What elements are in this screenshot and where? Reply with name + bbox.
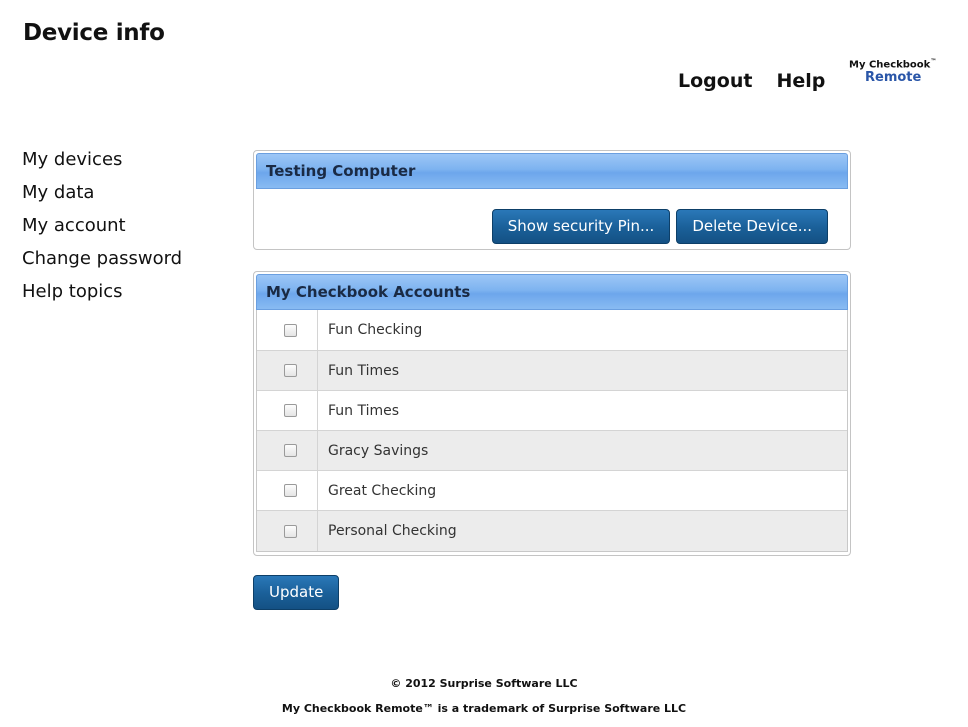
- sidebar-item-my-devices[interactable]: My devices: [22, 149, 123, 170]
- account-row: [257, 511, 847, 551]
- accounts-panel: [253, 271, 851, 556]
- logo-name: My Checkbook: [849, 59, 931, 71]
- update-button[interactable]: Update: [253, 575, 339, 610]
- account-name: Gracy Savings: [328, 442, 429, 459]
- show-security-pin-button[interactable]: Show security Pin...: [492, 209, 671, 244]
- device-actions: [492, 209, 828, 244]
- page-title: Device info: [23, 20, 165, 46]
- help-link[interactable]: Help: [776, 70, 826, 92]
- account-checkbox[interactable]: [284, 525, 297, 538]
- logout-link[interactable]: Logout: [678, 70, 753, 92]
- sidebar-item-change-password[interactable]: Change password: [22, 248, 183, 269]
- account-checkbox-cell: [257, 351, 318, 390]
- account-name: Fun Times: [328, 362, 400, 379]
- footer-trademark: My Checkbook Remote™ is a trademark of Surprise Software LLC: [281, 702, 687, 715]
- logo-tm: ™: [930, 58, 937, 65]
- account-row: [257, 351, 847, 391]
- delete-device-button[interactable]: Delete Device...: [676, 209, 828, 244]
- accounts-table: [256, 310, 848, 552]
- logo-line-2: Remote: [865, 70, 922, 86]
- account-checkbox[interactable]: [284, 484, 297, 497]
- account-name: Fun Checking: [328, 322, 423, 338]
- app-logo: [849, 55, 937, 86]
- account-checkbox-cell: [257, 310, 318, 350]
- device-panel-title: Testing Computer: [256, 153, 848, 189]
- account-row: [257, 471, 847, 511]
- top-nav: [678, 70, 825, 92]
- account-checkbox[interactable]: [284, 404, 297, 417]
- account-row: [257, 431, 847, 471]
- account-checkbox-cell: [257, 391, 318, 430]
- account-checkbox[interactable]: [284, 324, 297, 337]
- device-panel: [253, 150, 851, 250]
- logo-line-1: [849, 55, 937, 71]
- accounts-panel-title: My Checkbook Accounts: [256, 274, 848, 310]
- account-name: Great Checking: [328, 482, 437, 499]
- account-checkbox-cell: [257, 471, 318, 510]
- sidebar: [22, 147, 182, 312]
- account-checkbox[interactable]: [284, 444, 297, 457]
- account-checkbox-cell: [257, 511, 318, 551]
- sidebar-item-help-topics[interactable]: Help topics: [22, 281, 123, 302]
- sidebar-item-my-account[interactable]: My account: [22, 215, 126, 236]
- sidebar-item-my-data[interactable]: My data: [22, 182, 95, 203]
- account-row: [257, 310, 847, 351]
- account-checkbox-cell: [257, 431, 318, 470]
- account-checkbox[interactable]: [284, 364, 297, 377]
- account-name: Personal Checking: [328, 523, 457, 539]
- footer-copyright: © 2012 Surprise Software LLC: [390, 677, 578, 690]
- account-name: Fun Times: [328, 402, 400, 419]
- account-row: [257, 391, 847, 431]
